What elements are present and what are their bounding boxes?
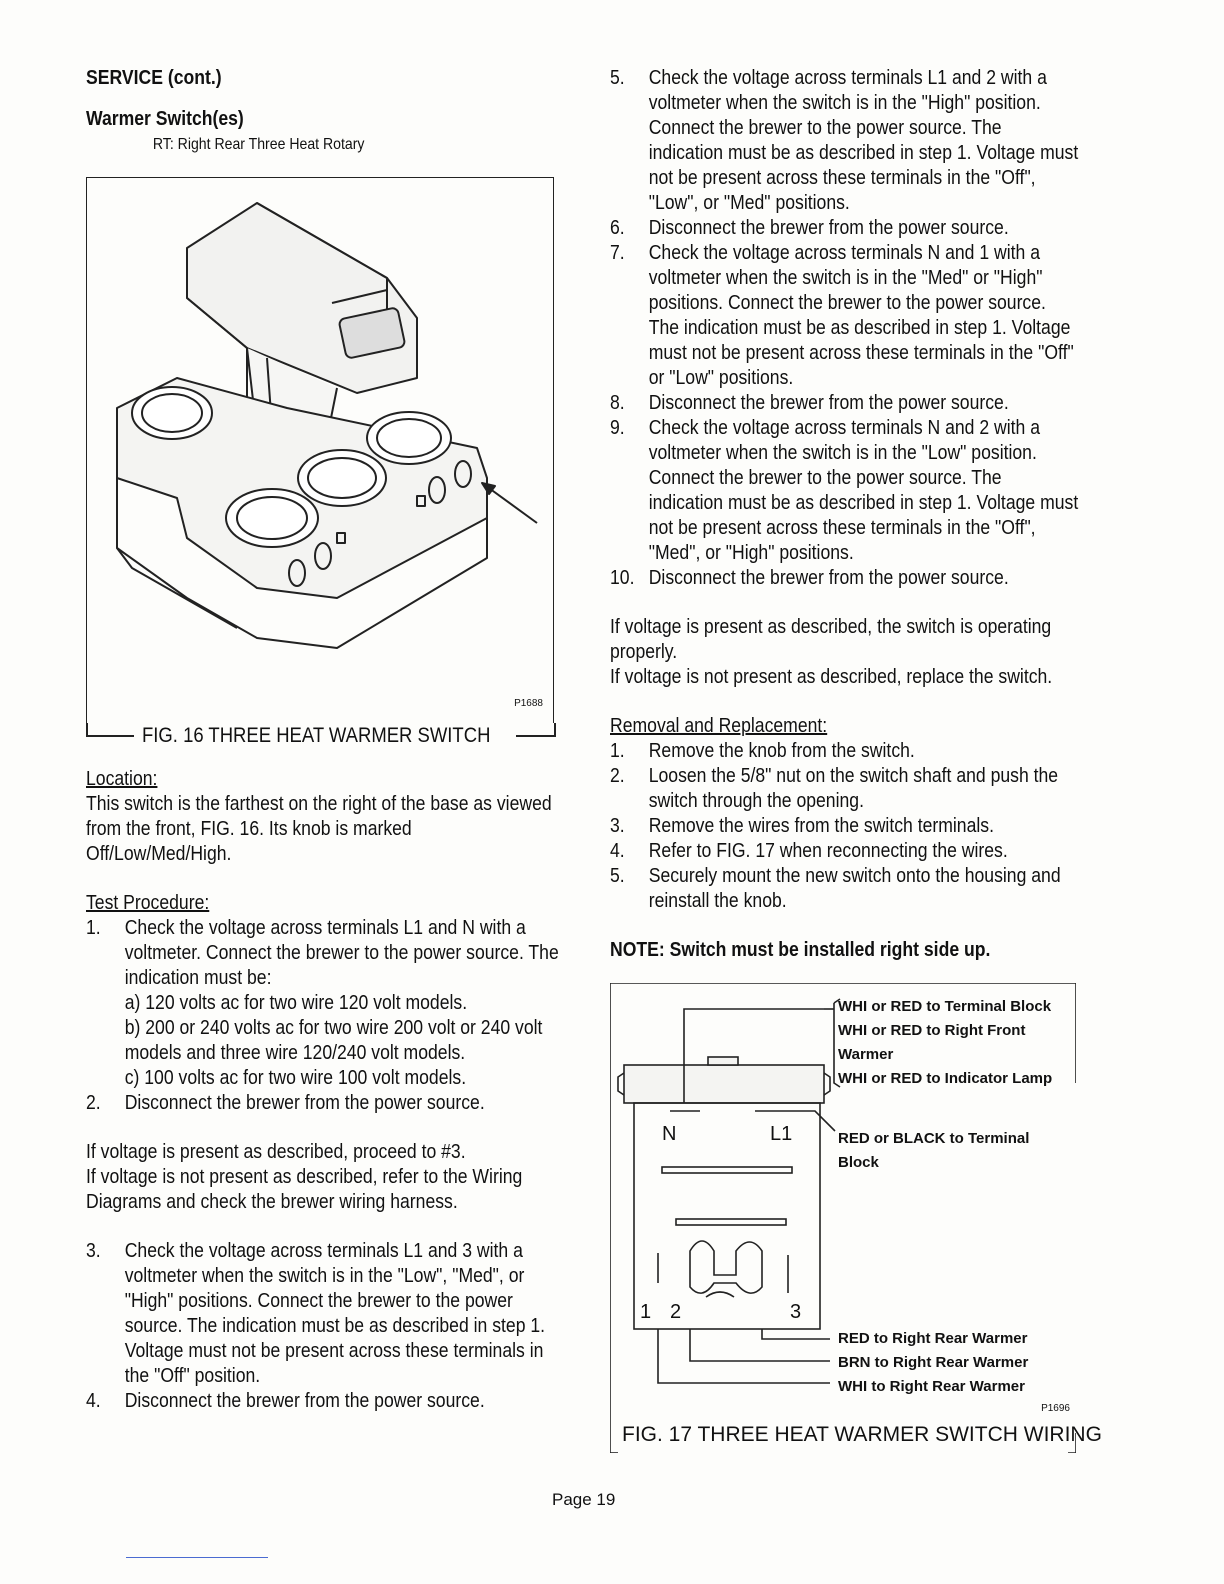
wire-label: WHI or RED to Right Front xyxy=(838,1022,1026,1039)
list-item xyxy=(86,1389,561,1414)
figure-16 xyxy=(86,177,554,723)
replace-switch-text: If voltage is not present as described, replace the switch. xyxy=(610,666,1053,688)
step-sub-b: b) 200 or 240 volts ac for two wire 200 volt or 240 volt models and three wire 120/240 volt models. xyxy=(124,1017,543,1064)
terminal-l1-label: L1 xyxy=(770,1123,793,1145)
terminal-n-label: N xyxy=(662,1123,677,1145)
right-column xyxy=(610,66,1102,1453)
step-number: 4. xyxy=(86,1390,101,1412)
terminal-3-label: 3 xyxy=(790,1301,802,1323)
voltage-absent-text: If voltage is not present as described, refer to the Wiring Diagrams and check the brewer wiring harness. xyxy=(86,1166,523,1213)
list-item xyxy=(610,739,1080,764)
step-text: Disconnect the brewer from the power source. xyxy=(648,567,1009,589)
subtitle xyxy=(153,132,561,157)
page-number: Page 19 xyxy=(552,1490,616,1509)
location-heading: Location: xyxy=(86,768,158,790)
list-item xyxy=(86,916,561,1091)
list-item xyxy=(610,391,1080,416)
list-item xyxy=(86,1239,561,1389)
wire-label: WHI to Right Rear Warmer xyxy=(838,1378,1025,1395)
wire-label: RED or BLACK to Terminal xyxy=(838,1130,1030,1147)
subtitle-text: Right Rear Three Heat Rotary xyxy=(177,136,365,153)
wire-label: Block xyxy=(838,1154,879,1171)
step-number: 8. xyxy=(610,392,625,414)
figure-17-caption: FIG. 17 THREE HEAT WARMER SWITCH WIRING xyxy=(622,1423,1102,1446)
step-number: 10. xyxy=(610,567,635,589)
step-number: 7. xyxy=(610,242,625,264)
list-item xyxy=(86,1091,561,1116)
step-text: Disconnect the brewer from the power source. xyxy=(648,392,1009,414)
figure-17 xyxy=(610,983,1102,1453)
list-item xyxy=(610,839,1080,864)
step-number: 3. xyxy=(86,1240,101,1262)
test-steps-list-right xyxy=(610,66,1080,591)
list-item xyxy=(610,566,1080,591)
step-text: Check the voltage across terminals L1 and 2 with a voltmeter when the switch is in the "High" position. Connect the brewer to the power source. The indication must be as described in step 1. Voltage must not be present across these terminals in the "Off", "Low", or "Med" positions. xyxy=(648,67,1079,214)
caption-bracket-left-line xyxy=(86,735,134,737)
step-number: 1. xyxy=(610,740,625,762)
wire-label: WHI or RED to Indicator Lamp xyxy=(838,1070,1053,1087)
step-text: Refer to FIG. 17 when reconnecting the wires. xyxy=(648,840,1008,862)
list-item xyxy=(610,764,1080,814)
step-number: 6. xyxy=(610,217,625,239)
warmer-brewer-illustration xyxy=(87,178,553,723)
terminal-1-label: 1 xyxy=(640,1301,652,1323)
list-item xyxy=(610,416,1080,566)
subtitle-label: RT: xyxy=(152,136,174,153)
step-text: Check the voltage across terminals L1 and 3 with a voltmeter when the switch is in the "Low", "Med", or "High" positions. Connect the brewer to the power source. The indication must be as described in step 1. Voltage must not be present across these terminals in the "Off" position. xyxy=(124,1240,546,1387)
test-steps-list-continued xyxy=(86,1239,561,1414)
list-item xyxy=(610,241,1080,391)
removal-heading: Removal and Replacement: xyxy=(610,715,828,737)
terminal-2-label: 2 xyxy=(670,1301,682,1323)
caption-bracket-right xyxy=(554,723,556,735)
step-text: Disconnect the brewer from the power source. xyxy=(648,217,1009,239)
voltage-present-text: If voltage is present as described, proceed to #3. xyxy=(86,1141,466,1163)
step-number: 3. xyxy=(610,815,625,837)
step-text: Remove the knob from the switch. xyxy=(648,740,915,762)
list-item xyxy=(610,66,1080,216)
step-number: 2. xyxy=(610,765,625,787)
step-text: Check the voltage across terminals N and 1 with a voltmeter when the switch is in the "Med" or "High" positions. Connect the brewer to the power source. The indication must be as described in step 1. Voltage must not be present across these terminals in the "Off" or "Low" positions. xyxy=(648,242,1074,389)
installation-note: NOTE: Switch must be installed right side up. xyxy=(610,939,991,961)
list-item xyxy=(610,814,1080,839)
step-text: Loosen the 5/8" nut on the switch shaft and push the switch through the opening. xyxy=(648,765,1059,812)
figure-16-caption: FIG. 16 THREE HEAT WARMER SWITCH xyxy=(142,724,491,747)
removal-steps-list xyxy=(610,739,1080,914)
step-text: Securely mount the new switch onto the housing and reinstall the knob. xyxy=(648,865,1061,912)
step-sub-a: a) 120 volts ac for two wire 120 volt models. xyxy=(124,992,468,1014)
step-number: 9. xyxy=(610,417,625,439)
step-number: 4. xyxy=(610,840,625,862)
location-text: This switch is the farthest on the right of the base as viewed from the front, FIG. 16. Its knob is marked Off/Low/Med/High. xyxy=(86,793,552,865)
list-item xyxy=(610,216,1080,241)
step-text: Remove the wires from the switch terminals. xyxy=(648,815,994,837)
figure-16-code: P1688 xyxy=(514,698,543,709)
list-item xyxy=(610,864,1080,914)
step-number: 5. xyxy=(610,67,625,89)
wire-label: Warmer xyxy=(838,1046,894,1063)
caption-bracket-right-line xyxy=(516,735,556,737)
figure-17-code: P1696 xyxy=(1041,1403,1070,1414)
test-procedure-heading: Test Procedure: xyxy=(86,892,210,914)
wire-label: RED to Right Rear Warmer xyxy=(838,1330,1028,1347)
operating-properly-text: If voltage is present as described, the switch is operating properly. xyxy=(610,616,1052,663)
figure-16-caption-row xyxy=(86,723,556,753)
step-sub-c: c) 100 volts ac for two wire 100 volt models. xyxy=(124,1067,467,1089)
subsection-title: Warmer Switch(es) xyxy=(86,108,244,130)
step-number: 1. xyxy=(86,917,101,939)
wire-label: WHI or RED to Terminal Block xyxy=(838,998,1052,1015)
footer-rule xyxy=(126,1557,268,1558)
test-steps-list xyxy=(86,916,561,1116)
caption-bracket-left xyxy=(86,723,88,735)
section-title: SERVICE (cont.) xyxy=(86,67,222,89)
step-text: Disconnect the brewer from the power source. xyxy=(124,1092,485,1114)
wire-label: BRN to Right Rear Warmer xyxy=(838,1354,1029,1371)
left-column xyxy=(86,66,560,1414)
step-text: Check the voltage across terminals N and 2 with a voltmeter when the switch is in the "Low" position. Connect the brewer to the power source. The indication must be as described in step 1. Voltage must not be present across these terminals in the "Off", "Med", or "High" positions. xyxy=(648,417,1079,564)
step-number: 2. xyxy=(86,1092,101,1114)
step-text: Disconnect the brewer from the power source. xyxy=(124,1390,485,1412)
step-number: 5. xyxy=(610,865,625,887)
step-text: Check the voltage across terminals L1 and N with a voltmeter. Connect the brewer to the power source. The indication must be: xyxy=(124,917,559,989)
